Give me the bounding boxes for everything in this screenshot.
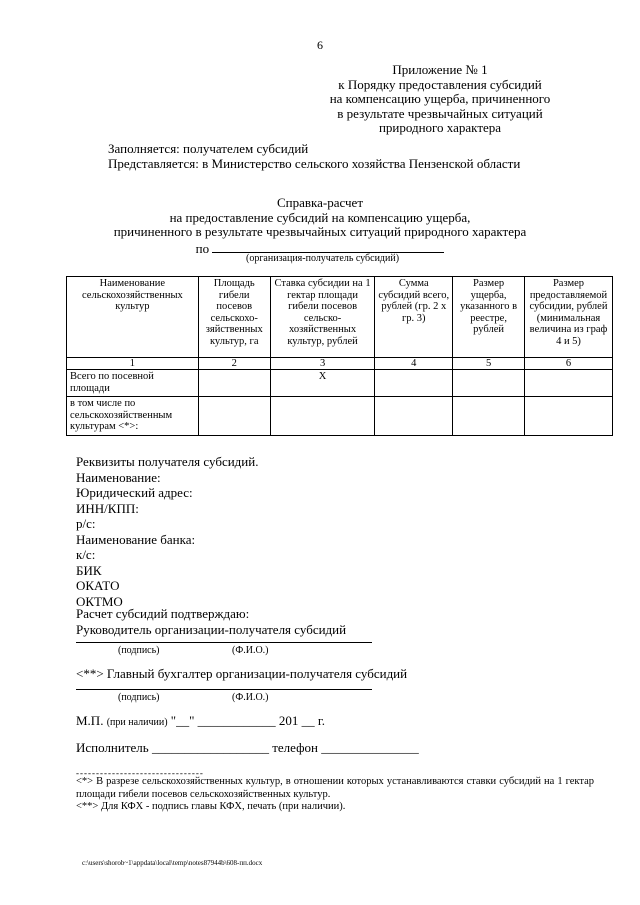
annex-line: на компенсацию ущерба, причиненного (329, 91, 551, 106)
confirm-text: Расчет субсидий подтверждаю: (76, 606, 250, 621)
sign-caption: (подпись) (118, 692, 160, 703)
org-name-field[interactable] (212, 240, 444, 253)
col-header-sum: Сумма субсидий всего, рублей (гр. 2 х гр. 3) (375, 277, 453, 358)
requisite-rs: р/с: (76, 516, 96, 531)
col-header-area: Площадь гибели посевов сельскохо-зяйственных культур, га (198, 277, 270, 358)
executor-line[interactable]: Исполнитель __________________ телефон _______________ (76, 740, 419, 755)
filled-by: Заполняется: получателем субсидий (108, 141, 309, 156)
footnote-2: <**> Для КФХ - подпись главы КФХ, печать (при наличии). (76, 801, 346, 812)
footnotes (76, 776, 594, 814)
head-signature-line[interactable] (76, 642, 372, 643)
fio-caption: (Ф.И.О.) (232, 692, 269, 703)
table-cell[interactable] (453, 370, 525, 397)
calculation-table (66, 276, 613, 436)
annex-line: Приложение № 1 (392, 62, 488, 77)
file-path: c:\users\shorob~1\appdata\local\temp\notes87944b\608-пп.docx (82, 859, 263, 867)
title-line: Справка-расчет (276, 195, 364, 210)
table-cell[interactable] (375, 397, 453, 436)
org-caption: (организация-получатель субсидий) (246, 253, 400, 264)
col-number: 5 (453, 358, 525, 370)
row-label: Всего по посевной площади (67, 370, 199, 397)
submitted-to: Представляется: в Министерство сельского хозяйства Пензенской области (108, 155, 521, 171)
requisite-oktmo: ОКТМО (76, 593, 123, 609)
col-header-rate: Ставка субсидии на 1 гектар площади гибели посевов сельско-хозяйственных культур, рублей (270, 277, 375, 358)
table-header-row (67, 277, 613, 358)
confirm-block (76, 606, 346, 637)
col-header-crops: Наименование сельскохозяйственных культур (67, 277, 199, 358)
col-number: 2 (198, 358, 270, 370)
annex-header (300, 63, 580, 136)
title-line: на предоставление субсидий на компенсацию ущерба, (169, 209, 471, 225)
table-cell[interactable] (270, 397, 375, 436)
col-header-damage: Размер ущерба, указанного в реестре, рублей (453, 277, 525, 358)
requisite-address: Юридический адрес: (76, 485, 193, 500)
table-cell[interactable] (198, 397, 270, 436)
page-number: 6 (317, 38, 323, 52)
head-label: Руководитель организации-получателя субсидий (76, 621, 347, 637)
table-cell[interactable] (525, 370, 613, 397)
mp-line (76, 714, 325, 730)
requisite-bank: Наименование банка: (76, 531, 196, 547)
po-label: по (195, 240, 210, 256)
col-number: 6 (525, 358, 613, 370)
footnote-1: <*> В разрезе сельскохозяйственных культур, в отношении которых устанавливаются ставки субсидий на 1 гектар площади гибели посевов сельскохозяйственных культур. (76, 776, 594, 800)
col-header-subsidy: Размер предоставляемой субсидии, рублей (минимальная величина из граф 4 и 5) (525, 277, 613, 358)
table-cell[interactable] (198, 370, 270, 397)
requisites-heading: Реквизиты получателя субсидий. (76, 454, 259, 469)
table-cell[interactable] (375, 370, 453, 397)
sign-caption: (подпись) (118, 645, 160, 656)
col-number: 4 (375, 358, 453, 370)
col-number: 3 (270, 358, 375, 370)
date-field[interactable]: "__" ____________ 201 __ г. (170, 713, 326, 728)
title-line: причиненного в результате чрезвычайных ситуаций природного характера (113, 224, 527, 239)
fio-caption: (Ф.И.О.) (232, 645, 269, 656)
requisite-name: Наименование: (76, 469, 161, 485)
annex-line: в результате чрезвычайных ситуаций (337, 105, 543, 121)
requisite-ks: к/с: (76, 547, 96, 562)
footnote-separator: -------------------------------- (76, 768, 204, 778)
table-numbers-row (67, 358, 613, 370)
accountant-label: <**> Главный бухгалтер организации-получателя субсидий (76, 666, 408, 681)
mp-label: М.П. (76, 713, 104, 728)
requisites-block (76, 454, 258, 609)
fill-info (108, 142, 520, 171)
annex-line: природного характера (378, 120, 502, 135)
annex-line: к Порядку предоставления субсидий (338, 76, 542, 92)
col-number: 1 (67, 358, 199, 370)
row-label: в том числе по сельскохозяйственным культурам <*>: (67, 397, 199, 436)
table-cell[interactable] (453, 397, 525, 436)
mp-note: (при наличии) (106, 717, 168, 728)
requisite-bik: БИК (76, 562, 102, 578)
table-row (67, 370, 613, 397)
requisite-okato: ОКАТО (76, 578, 120, 593)
document-title (0, 196, 640, 256)
table-cell[interactable] (525, 397, 613, 436)
table-row (67, 397, 613, 436)
accountant-signature-line[interactable] (76, 689, 372, 690)
requisite-inn: ИНН/КПП: (76, 500, 139, 516)
table-cell[interactable]: Х (270, 370, 375, 397)
